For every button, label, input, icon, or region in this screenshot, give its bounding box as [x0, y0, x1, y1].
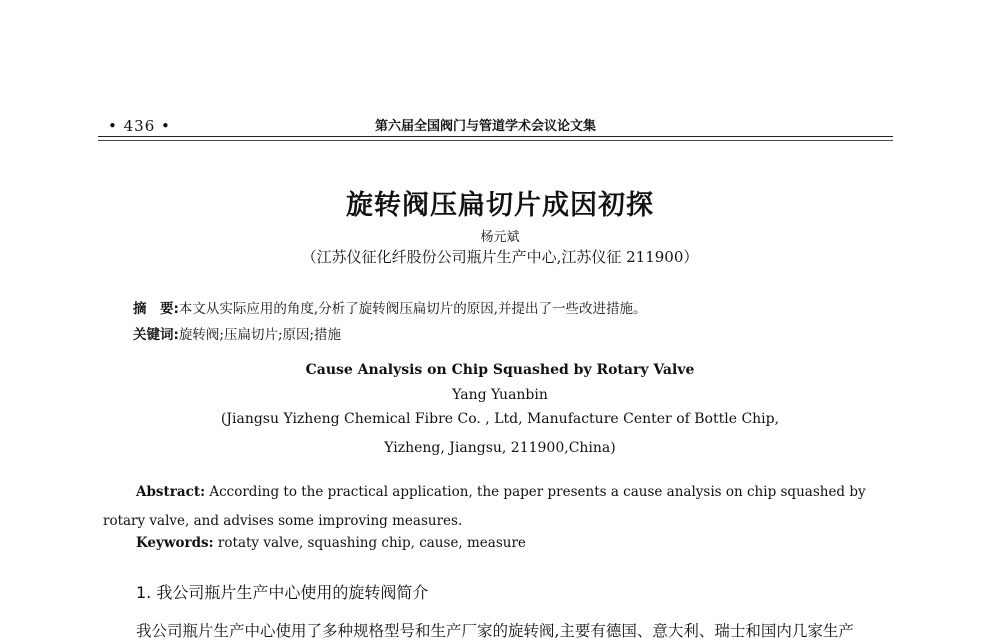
keywords-cn: [133, 323, 341, 343]
abstract-en: [103, 478, 903, 536]
running-title: 第六届全国阀门与管道学术会议论文集: [375, 119, 597, 134]
body-text-line: 我公司瓶片生产中心使用了多种规格型号和生产厂家的旋转阀,主要有德国、意大利、瑞士和国内几家生产: [136, 622, 854, 640]
header-rule-top: [98, 136, 893, 137]
affiliation-en-line2: Yizheng, Jiangsu, 211900,China): [384, 440, 616, 456]
section-1-heading: 1. 我公司瓶片生产中心使用的旋转阀简介: [136, 583, 429, 602]
abstract-cn-text: 本文从实际应用的角度,分析了旋转阀压扁切片的原因,并提出了一些改进措施。: [178, 301, 647, 317]
affiliation-cn: （江苏仪征化纤股份公司瓶片生产中心,江苏仪征 211900）: [301, 248, 699, 266]
page-number: • 436 •: [108, 117, 171, 135]
keywords-en-text: rotaty valve, squashing chip, cause, measure: [213, 535, 526, 551]
affiliation-en-line1: (Jiangsu Yizheng Chemical Fibre Co. , Ltd, Manufacture Center of Bottle Chip,: [220, 411, 780, 427]
author-en: Yang Yuanbin: [452, 387, 548, 403]
keywords-en-label: Keywords:: [136, 535, 214, 551]
abstract-en-text: According to the practical application, the paper presents a cause analysis on chip squashed by rotary valve, and advises some improving measures.: [103, 484, 866, 529]
paper-title-cn: 旋转阀压扁切片成因初探: [346, 190, 654, 221]
paper-title-en: Cause Analysis on Chip Squashed by Rotary Valve: [305, 362, 695, 378]
keywords-cn-label: 关键词:: [133, 327, 179, 343]
keywords-cn-text: 旋转阀;压扁切片;原因;措施: [178, 327, 342, 343]
author-cn: 杨元斌: [480, 230, 520, 245]
header-rule-bottom: [98, 140, 893, 141]
abstract-cn: [133, 297, 647, 317]
keywords-en: [136, 535, 526, 551]
abstract-en-label: Abstract:: [136, 484, 206, 500]
abstract-cn-label: 摘 要:: [133, 301, 179, 317]
